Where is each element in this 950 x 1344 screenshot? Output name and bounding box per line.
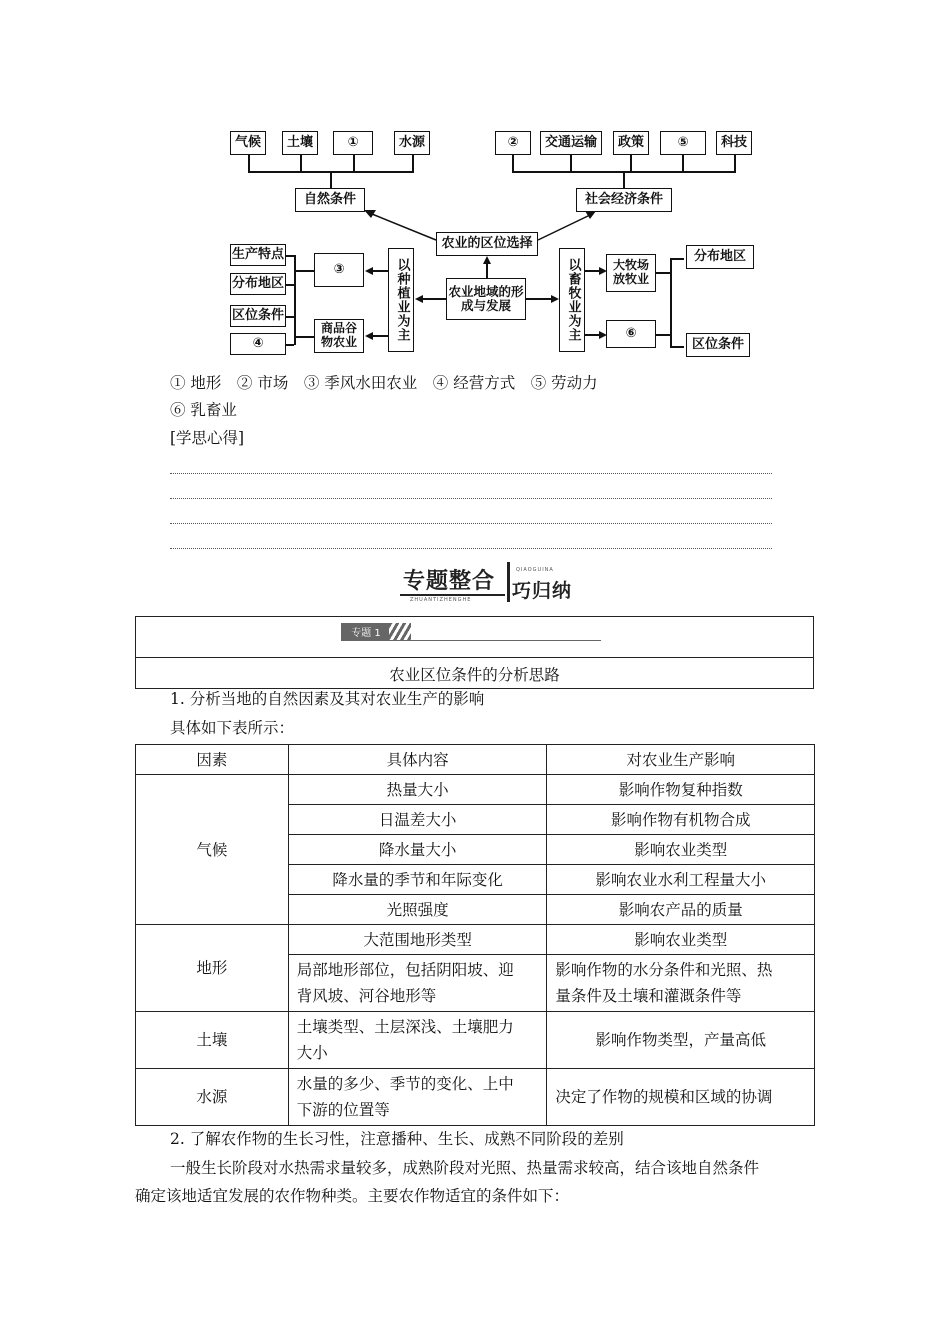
left-item-distribution: 分布地区 <box>230 273 286 295</box>
left-item-conditions: 区位条件 <box>230 305 286 327</box>
banner-left-title: 专题整合 <box>403 569 496 594</box>
factor-terrain: 地形 <box>136 925 289 1012</box>
section-2-para-line-1: 一般生长阶段对水热需求量较多，成熟阶段对光照、热量需求较高，结合该地自然条件 <box>170 1159 760 1177</box>
social-economic-conditions: 社会经济条件 <box>576 188 672 212</box>
input-tech: 科技 <box>716 131 752 155</box>
table-row: 局部地形部位，包括阴阳坡、迎 背风坡、河谷地形等 影响作物的水分条件和光照、热 量条件及土壤和灌溉条件等 <box>136 955 815 1012</box>
reflection-label: [学思心得] <box>170 429 245 447</box>
left-item-features: 生产特点 <box>230 244 286 266</box>
ranching: 大牧场放牧业 <box>606 254 656 292</box>
header-content: 具体内容 <box>288 745 547 775</box>
livestock-based: 以畜牧业为主 <box>559 248 585 352</box>
formation-box: 农业地域的形成与发展 <box>446 278 526 320</box>
header-effect: 对农业生产影响 <box>547 745 815 775</box>
commercial-grain: 商品谷物农业 <box>314 319 364 353</box>
writing-line-2 <box>170 498 772 499</box>
section-2-heading: 2. 了解农作物的生长习性，注意播种、生长、成熟不同阶段的差别 <box>170 1130 624 1148</box>
input-soil: 土壤 <box>282 131 318 155</box>
table-row: 光照强度 影响农产品的质量 <box>136 895 815 925</box>
table-row: 水源 水量的多少、季节的变化、上中 下游的位置等 决定了作物的规模和区域的协调 <box>136 1069 815 1126</box>
topic-tag: 专题 1 <box>341 623 391 640</box>
section-1-heading: 1. 分析当地的自然因素及其对农业生产的影响 <box>170 690 485 708</box>
table-header-row <box>136 745 815 775</box>
table-row: 降水量大小 影响农业类型 <box>136 835 815 865</box>
input-climate: 气候 <box>230 131 266 155</box>
left-item-blank-4: ④ <box>230 333 286 355</box>
header-factor: 因素 <box>136 745 289 775</box>
banner-left-pinyin: ZHUANTIZHENGHE <box>410 597 472 603</box>
box-6: ⑥ <box>606 320 656 348</box>
answers-line-2: ⑥ 乳畜业 <box>170 401 237 419</box>
writing-line-4 <box>170 548 772 549</box>
factor-climate: 气候 <box>136 775 289 925</box>
input-policy: 政策 <box>613 131 649 155</box>
input-transport: 交通运输 <box>540 131 602 155</box>
topic-box <box>135 616 814 689</box>
table-row: 土壤 土壤类型、土层深浅、土壤肥力 大小 影响作物类型，产量高低 <box>136 1012 815 1069</box>
factor-soil: 土壤 <box>136 1012 289 1069</box>
table-row: 日温差大小 影响作物有机物合成 <box>136 805 815 835</box>
input-water: 水源 <box>394 131 430 155</box>
factors-table <box>135 744 815 1126</box>
writing-line-1 <box>170 473 772 474</box>
section-banner <box>400 560 585 604</box>
table-row: 气候 热量大小 影响作物复种指数 <box>136 775 815 805</box>
section-2-para-line-2: 确定该地适宜发展的农作物种类。主要农作物适宜的条件如下： <box>135 1187 570 1205</box>
right-item-distribution: 分布地区 <box>686 245 754 269</box>
right-item-conditions: 区位条件 <box>686 333 750 357</box>
banner-right-title: 巧归纳 <box>512 580 573 602</box>
table-row: 地形 大范围地形类型 影响农业类型 <box>136 925 815 955</box>
agriculture-location-diagram <box>0 0 950 370</box>
crop-based: 以种植业为主 <box>388 248 414 352</box>
banner-right-pinyin: QIAOGUINA <box>516 567 554 573</box>
topic-title: 农业区位条件的分析思路 <box>389 665 560 684</box>
writing-line-3 <box>170 523 772 524</box>
section-1-intro: 具体如下表所示： <box>170 719 295 737</box>
topic-tag-stripes <box>389 623 411 640</box>
input-blank-1: ① <box>333 131 373 155</box>
input-blank-2: ② <box>495 131 531 155</box>
location-choice: 农业的区位选择 <box>436 232 538 256</box>
natural-conditions: 自然条件 <box>295 188 365 212</box>
input-blank-5: ⑤ <box>660 131 706 155</box>
answers-line-1: ① 地形 ② 市场 ③ 季风水田农业 ④ 经营方式 ⑤ 劳动力 <box>170 374 598 392</box>
box-3: ③ <box>314 253 364 287</box>
table-row: 降水量的季节和年际变化 影响农业水利工程量大小 <box>136 865 815 895</box>
factor-water: 水源 <box>136 1069 289 1126</box>
